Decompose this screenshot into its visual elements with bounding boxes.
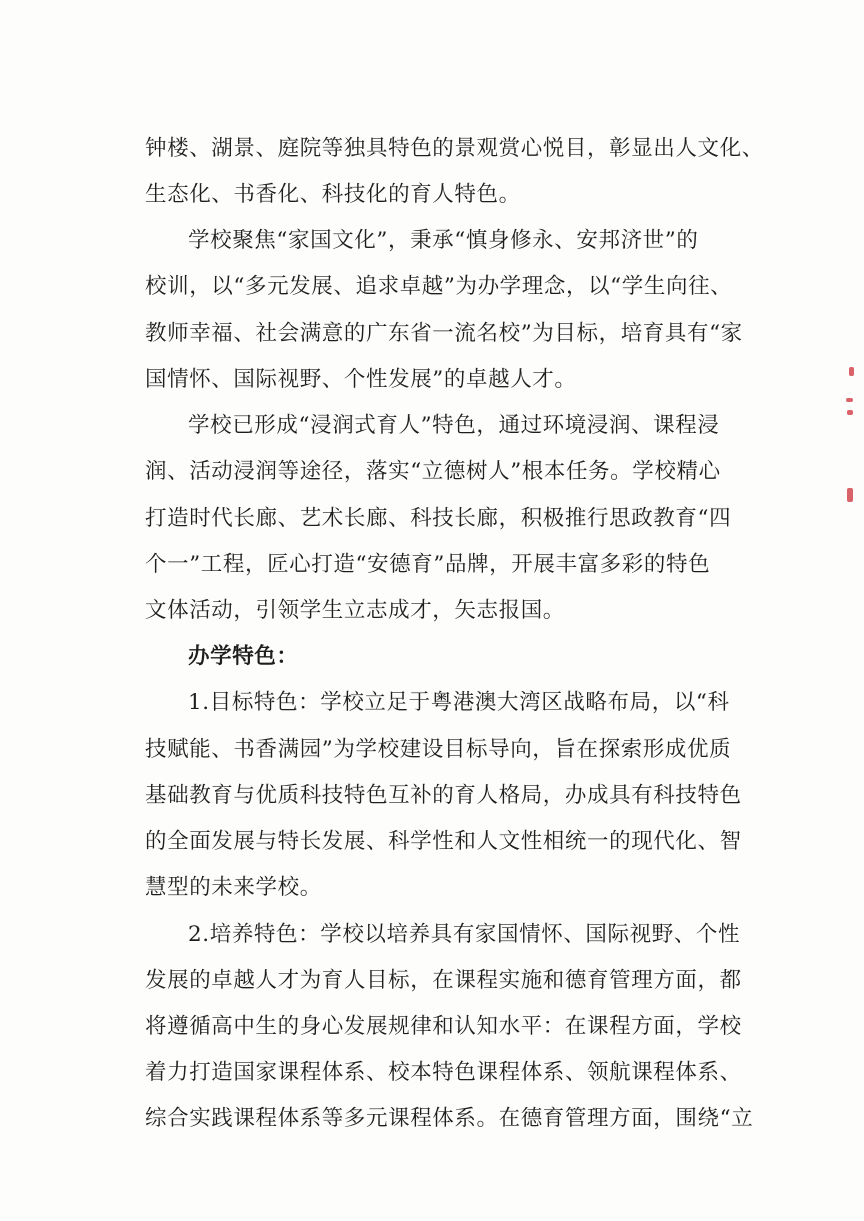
seal-mark [846, 398, 853, 402]
paragraph-first-line: 2.培养特色：学校以培养具有家国情怀、国际视野、个性 [188, 922, 741, 947]
text-line: 基础教育与优质科技特色互补的育人格局，办成具有科技特色 [145, 783, 742, 808]
seal-mark [847, 488, 853, 502]
text-line: 打造时代长廊、艺术长廊、科技长廊，积极推行思政教育“四 [145, 506, 732, 531]
text-line: 的全面发展与特长发展、科学性和人文性相统一的现代化、智 [145, 829, 742, 854]
text-line: 校训，以“多元发展、追求卓越”为办学理念，以“学生向往、 [145, 274, 733, 299]
section-heading: 办学特色： [188, 644, 299, 669]
text-line: 润、活动浸润等途径，落实“立德树人”根本任务。学校精心 [145, 459, 721, 484]
text-line: 着力打造国家课程体系、校本特色课程体系、领航课程体系、 [145, 1060, 742, 1085]
paragraph-first-line: 1.目标特色：学校立足于粤港澳大湾区战略布局，以“科 [188, 690, 730, 715]
seal-mark [847, 410, 853, 415]
text-line: 将遵循高中生的身心发展规律和认知水平：在课程方面，学校 [145, 1014, 742, 1039]
paragraph-first-line: 学校已形成“浸润式育人”特色，通过环境浸润、课程浸 [188, 413, 720, 438]
text-line: 发展的卓越人才为育人目标，在课程实施和德育管理方面，都 [145, 968, 742, 993]
text-line: 国情怀、国际视野、个性发展”的卓越人才。 [145, 367, 577, 392]
text-line: 文体活动，引领学生立志成才，矢志报国。 [145, 598, 565, 623]
paragraph-first-line: 学校聚焦“家国文化”，秉承“慎身修永、安邦济世”的 [188, 228, 699, 253]
text-line: 慧型的未来学校。 [145, 875, 322, 900]
text-line: 钟楼、湖景、庭院等独具特色的景观赏心悦目，彰显出人文化、 [145, 136, 764, 161]
text-line: 生态化、书香化、科技化的育人特色。 [145, 182, 521, 207]
text-line: 综合实践课程体系等多元课程体系。在德育管理方面，围绕“立 [145, 1106, 754, 1131]
text-line: 技赋能、书香满园”为学校建设目标导向，旨在探索形成优质 [145, 737, 732, 762]
text-line: 教师幸福、社会满意的广东省一流名校”为目标，培育具有“家 [145, 321, 743, 346]
seal-mark [849, 367, 854, 376]
text-line: 个一”工程，匠心打造“安德育”品牌，开展丰富多彩的特色 [145, 552, 711, 577]
